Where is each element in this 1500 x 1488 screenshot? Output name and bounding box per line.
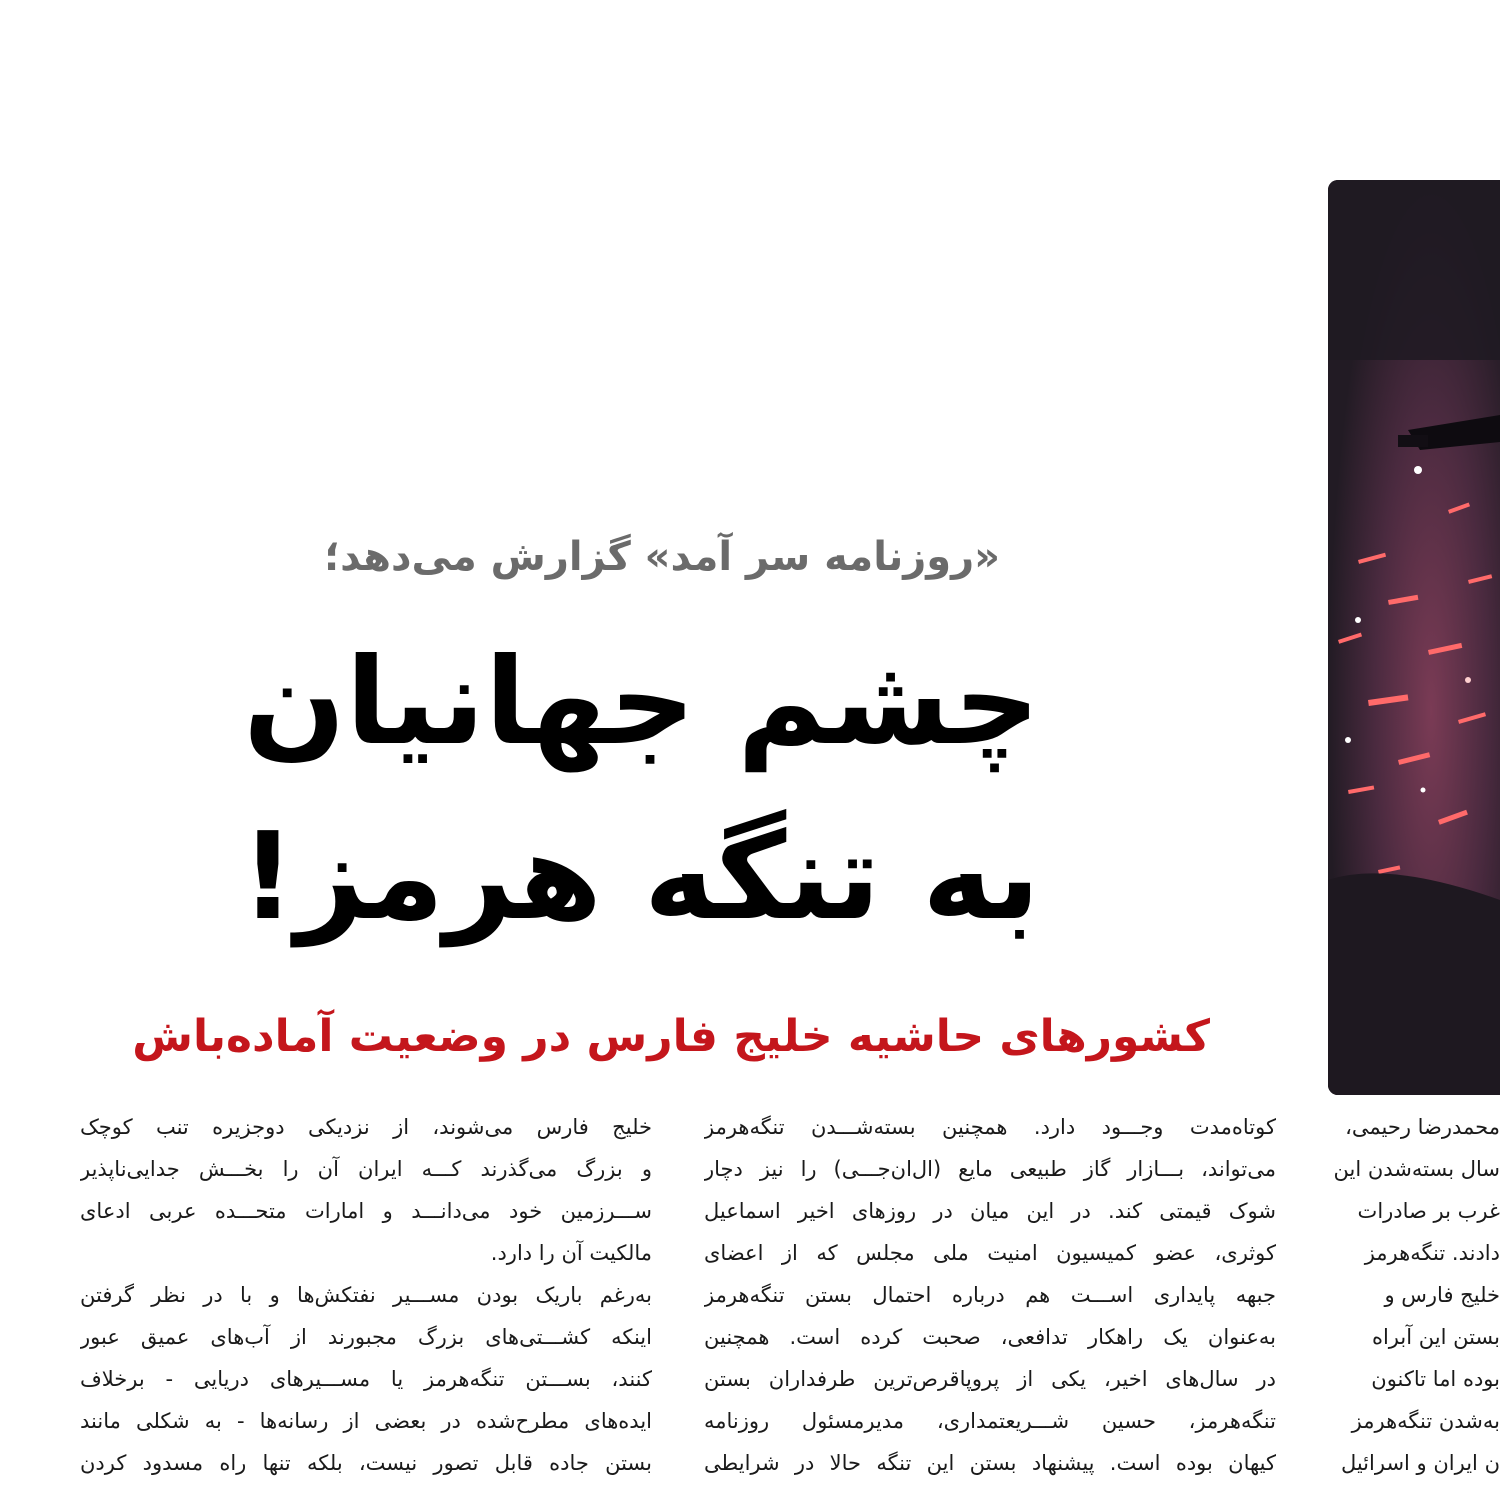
headline-line-1: چشم جهانیان (243, 633, 1040, 772)
text-line: کوثری، عضو کمیسیون امنیت ملی مجلس که از اعضای (704, 1241, 1276, 1265)
article-kicker: «روزنامه سر آمد» گزارش می‌دهد؛ (324, 534, 1000, 580)
night-fire-photo (1328, 180, 1500, 1095)
article-photo (1328, 180, 1500, 1095)
text-line: تنگه‌هرمز، حسین شـــریعتمداری، مدیرمسئول روزنامه (704, 1409, 1276, 1433)
headline-line-2: به تنگه هرمز! (240, 808, 1040, 947)
text-line: ایده‌های مطرح‌شده در بعضی از رسانه‌ها - به شکلی مانند (80, 1409, 652, 1433)
text-line: شوک قیمتی کند. در این میان در روزهای اخیر اسماعیل (704, 1199, 1276, 1223)
text-line: خلیج فارس و (1384, 1283, 1500, 1307)
text-line: بستن جاده قابل تصور نیست، بلکه تنها راه مسدود کردن (80, 1451, 652, 1475)
text-line: کوتاه‌مدت وجـــود دارد. همچنین بسته‌شـــدن تنگه‌هرمز (704, 1115, 1276, 1139)
text-line: خلیج فارس می‌شوند، از نزدیکی دوجزیره تنب کوچک (80, 1115, 652, 1139)
text-line: اینکه کشـــتی‌های بزرگ مجبورند از آب‌های عمیق عبور (80, 1325, 652, 1349)
article-headline (240, 615, 1040, 965)
text-column-middle (704, 1106, 1276, 1484)
text-line: کیهان بوده است. پیشنهاد بستن این تنگه حالا در شرایطی (704, 1451, 1276, 1475)
text-line: غرب بر صادرات (1357, 1199, 1500, 1223)
text-column-right (1328, 1106, 1500, 1484)
text-line: مالکیت آن را دارد. (490, 1241, 652, 1265)
text-line: به‌شدن تنگه‌هرمز (1351, 1409, 1500, 1433)
text-line: بستن این آبراه (1371, 1325, 1500, 1349)
text-line: می‌تواند، بـــازار گاز طبیعی مایع (ال‌ان‌جـــی) را نیز دچار (704, 1157, 1276, 1181)
text-line: کنند، بســـتن تنگه‌هرمز یا مســـیرهای دریایی - برخلاف (80, 1367, 652, 1391)
text-line: در سال‌های اخیر، یکی از پروپاقرص‌ترین طرفداران بستن (704, 1367, 1276, 1391)
text-line: بوده اما تاکنون (1371, 1367, 1500, 1391)
article-subhead: کشورهای حاشیه خلیج فارس در وضعیت آماده‌باش (132, 1011, 1210, 1062)
text-column-left (80, 1106, 652, 1484)
text-line: محمدرضا رحیمی، (1345, 1115, 1500, 1139)
text-line: به‌رغم باریک بودن مســـیر نفتکش‌ها و با در نظر گرفتن (80, 1283, 652, 1307)
text-line: ن ایران و اسرائیل (1340, 1451, 1500, 1475)
text-line: جبهه پایداری اســـت هم درباره احتمال بستن تنگه‌هرمز (704, 1283, 1276, 1307)
text-line: به‌عنوان یک راهکار تدافعی، صحبت کرده است. همچنین (704, 1325, 1276, 1349)
text-line: ســـرزمین خود می‌دانـــد و امارات متحـــده عربی ادعای (80, 1199, 652, 1223)
text-line: سال بسته‌شدن این (1333, 1157, 1500, 1181)
text-line: و بزرگ می‌گذرند کـــه ایران آن را بخـــش جدایی‌ناپذیر (80, 1157, 652, 1181)
text-line: دادند. تنگه‌هرمز (1364, 1241, 1500, 1265)
